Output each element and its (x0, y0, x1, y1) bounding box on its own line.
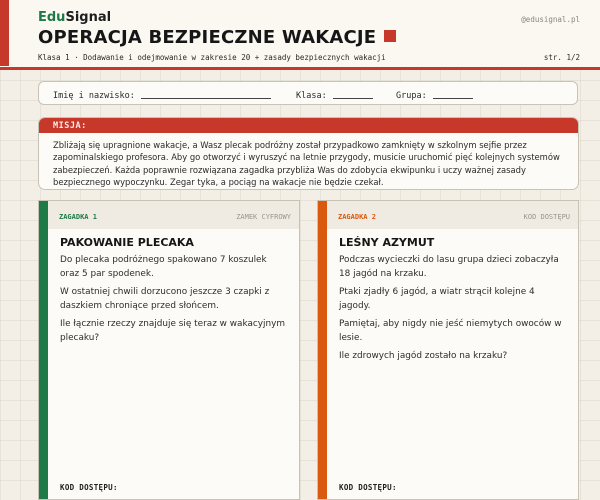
group-label: Grupa: (396, 91, 427, 101)
puzzle-2-title: LEŚNY AZYMUT (339, 236, 435, 249)
puzzle-2-type: KOD DOSTĘPU (523, 213, 570, 221)
puzzle-1-paragraph: Do plecaka podróżnego spakowano 7 koszulek oraz 5 par spodenek. (60, 255, 267, 279)
puzzle-1-type: ZAMEK CYFROWY (236, 213, 291, 221)
page-header (0, 0, 600, 70)
puzzle-1-code-label: KOD DOSTĘPU: (60, 483, 118, 492)
name-field[interactable] (53, 89, 271, 101)
puzzle-1-body (60, 253, 286, 349)
puzzle-1-paragraph: W ostatniej chwili dorzucono jeszcze 3 czapki z daszkiem chroniące przed słońcem. (60, 287, 270, 311)
mission-text: Zbliżają się upragnione wakacje, a Wasz plecak podróżny został przypadkowo zamknięty w szkolnym sejfie przez zapominalskiego profesora. Aby go otworzyć i wyruszyć na letnie przygody, musicie uruchomić pięć kolejnych systemów zabezpieczeń. Każda poprawnie rozwiązana zagadka przybliża Was do zdobycia ekwipunku i uczy ważnej zasady bezpiecznego wypoczynku. Zegar tyka, a pociąg na wakacje nie będzie czekał. (53, 140, 560, 188)
title-accent-square (384, 30, 396, 42)
mission-label: MISJA: (53, 121, 87, 131)
page-number: str. 1/2 (543, 53, 580, 62)
puzzle-2-tag: ZAGADKA 2 (338, 213, 376, 221)
puzzle-2-paragraph: Ptaki zjadły 6 jagód, a wiatr strącił kolejne 4 jagody. (339, 287, 535, 311)
student-id-bar (38, 81, 578, 105)
puzzle-2-paragraph: Ile zdrowych jagód zostało na krzaku? (339, 351, 508, 361)
puzzle-2-paragraph: Podczas wycieczki do lasu grupa dzieci zobaczyła 18 jagód na krzaku. (339, 255, 559, 279)
name-label: Imię i nazwisko: (53, 91, 135, 101)
brand-part-edu: Edu (38, 10, 66, 25)
brand-logo (38, 10, 111, 25)
worksheet-subtitle: Klasa 1 · Dodawanie i odejmowanie w zakresie 20 + zasady bezpiecznych wakacji (38, 53, 386, 62)
worksheet-title (38, 27, 396, 48)
header-divider (0, 67, 600, 70)
puzzle-1-paragraph: Ile łącznie rzeczy znajduje się teraz w wakacyjnym plecaku? (60, 319, 286, 343)
class-label: Klasa: (296, 91, 327, 101)
puzzle-card-2 (317, 200, 579, 500)
brand-handle: @edusignal.pl (521, 15, 580, 24)
mission-header (39, 118, 578, 133)
puzzle-1-tag: ZAGADKA 1 (59, 213, 97, 221)
worksheet-title-text: OPERACJA BEZPIECZNE WAKACJE (38, 27, 377, 48)
puzzle-1-title: PAKOWANIE PLECAKA (60, 236, 194, 249)
puzzle-2-body (339, 253, 565, 367)
puzzle-2-stripe (318, 201, 327, 499)
puzzle-2-code-label: KOD DOSTĘPU: (339, 483, 397, 492)
puzzle-1-stripe (39, 201, 48, 499)
puzzle-card-1 (38, 200, 300, 500)
group-field[interactable] (396, 89, 473, 101)
group-line[interactable] (433, 89, 473, 99)
puzzle-2-paragraph: Pamiętaj, aby nigdy nie jeść niemytych owoców w lesie. (339, 319, 562, 343)
mission-box (38, 117, 579, 190)
class-field[interactable] (296, 89, 373, 101)
brand-part-signal: Signal (65, 10, 112, 25)
header-edge-accent (0, 0, 9, 66)
name-line[interactable] (141, 89, 271, 99)
class-line[interactable] (333, 89, 373, 99)
